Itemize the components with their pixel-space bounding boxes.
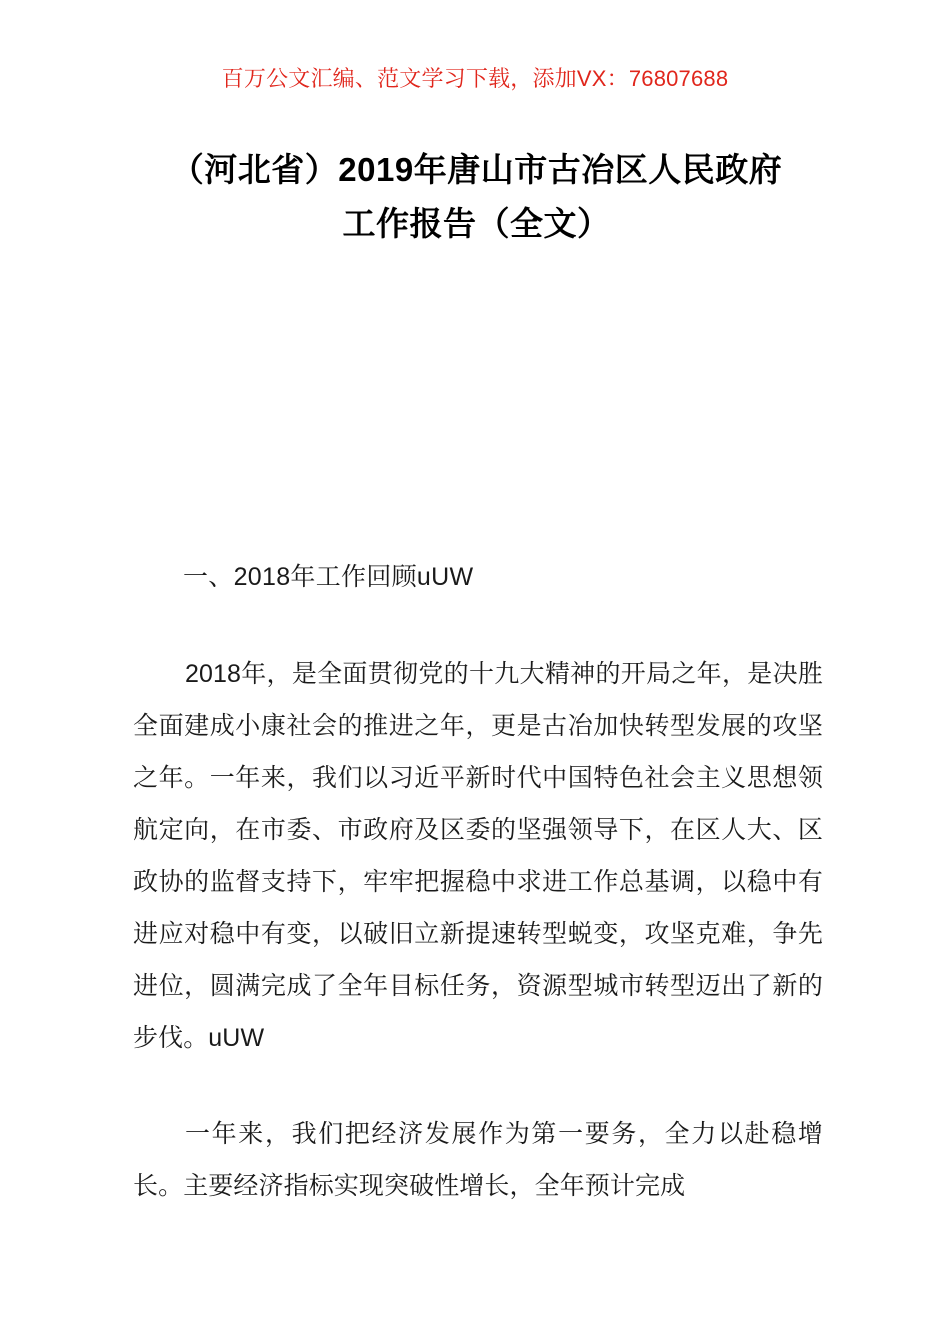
body-paragraph: 一年来，我们把经济发展作为第一要务，全力以赴稳增长。主要经济指标实现突破性增长，全年预计完成	[133, 1120, 823, 1200]
promo-watermark-text: 百万公文汇编、范文学习下载，添加VX：76807688	[221, 66, 729, 91]
page-title-line-1: （河北省）2019年唐山市古冶区人民政府	[170, 151, 783, 188]
section-heading-1: 一、2018年工作回顾uUW	[183, 563, 474, 591]
document-body	[133, 552, 823, 1212]
body-paragraph: 2018年，是全面贯彻党的十九大精神的开局之年，是决胜全面建成小康社会的推进之年，更是古冶加快转型发展的攻坚之年。一年来，我们以习近平新时代中国特色社会主义思想领航定向，在市委、市政府及区委的坚强领导下，在区人大、区政协的监督支持下，牢牢把握稳中求进工作总基调，以稳中有进应对稳中有变，以破旧立新提速转型蜕变，攻坚克难，争先进位，圆满完成了全年目标任务，资源型城市转型迈出了新的步伐。uUW	[133, 660, 823, 1052]
page-title-line-2: 工作报告（全文）	[342, 205, 611, 242]
promo-watermark	[0, 62, 950, 93]
page-title	[133, 143, 820, 251]
